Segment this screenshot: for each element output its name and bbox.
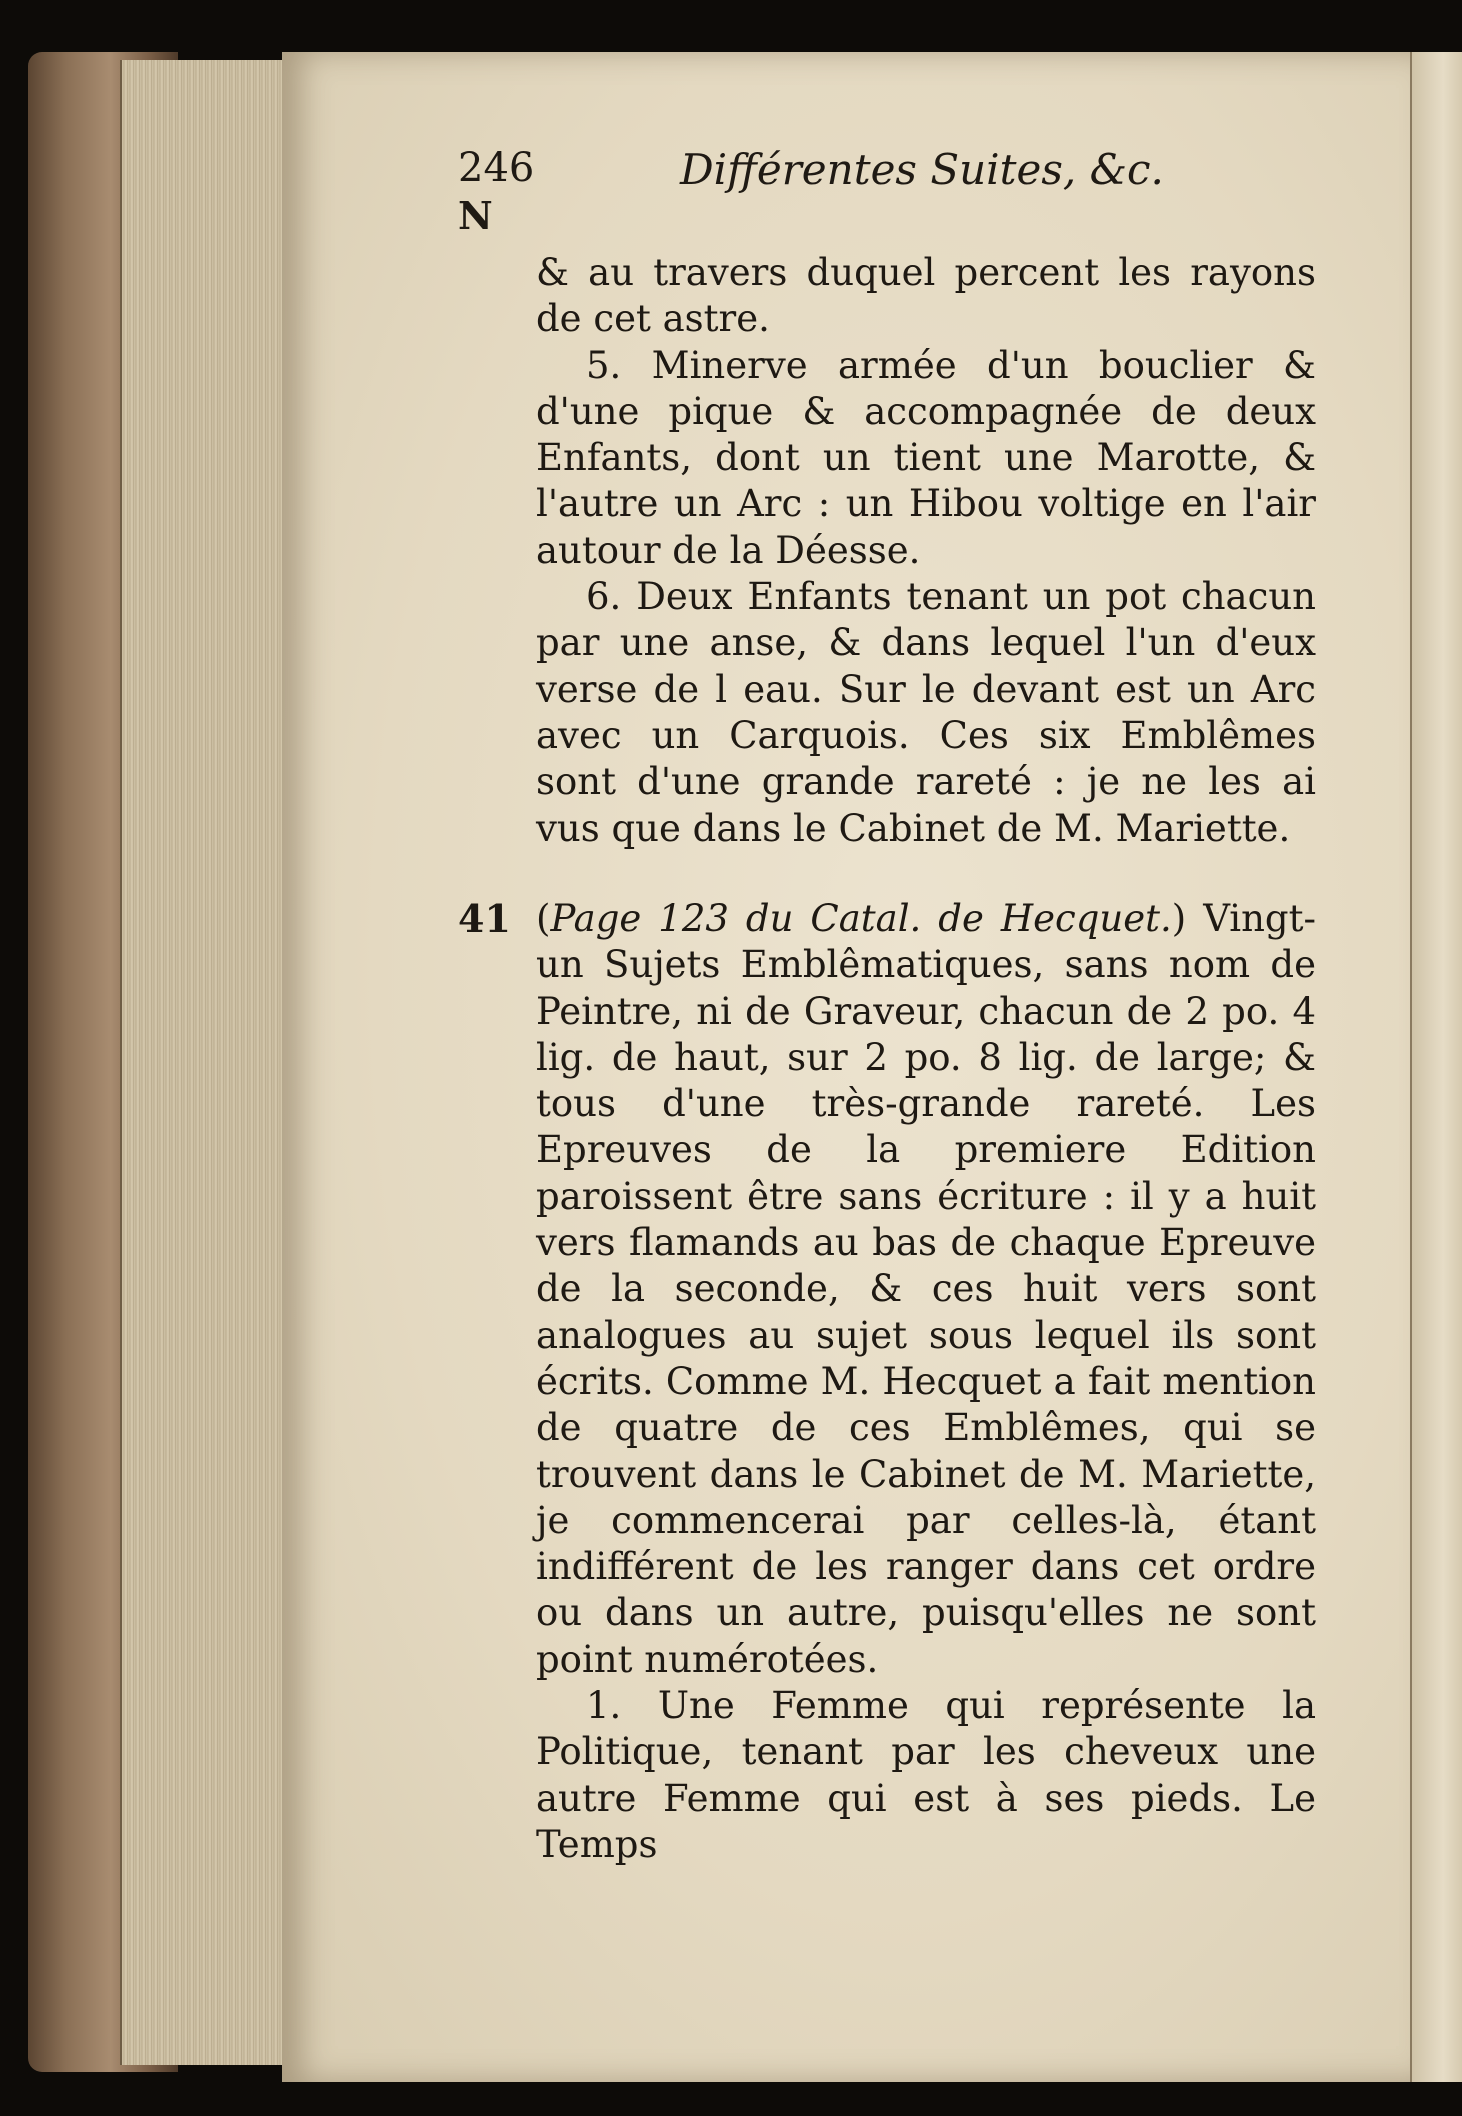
ref-open: ( — [536, 897, 551, 940]
page-number: 246 — [458, 145, 535, 191]
facing-page-edge — [1410, 52, 1462, 2082]
running-title: Différentes Suites, &c. — [680, 145, 1164, 194]
paragraph-item-6: 6. Deux Enfants tenant un pot chacun par une anse, & dans lequel l'un d'eux verse de l eau. Sur le devant est un Arc avec un Carquois. Ces six Emblêmes sont d'une grande rareté : je ne les ai vus que dans le Cabinet de M. Mariette. — [536, 575, 1316, 850]
entry-number: 41 — [458, 896, 511, 941]
catalog-reference: Page 123 du Catal. de Hecquet. — [550, 897, 1172, 940]
paragraph-item-1: 1. Une Femme qui représente la Politique, tenant par les cheveux une autre Femme qui est à ses pieds. Le Temps — [536, 1684, 1316, 1866]
entry-body: Vingt-un Sujets Emblêmatiques, sans nom de Peintre, ni de Graveur, chacun de 2 po. 4 lig. de haut, sur 2 po. 8 lig. de large; & tous d'une très-grande rareté. Les Epreuves de la premiere Edition paroissent être sans écriture : il y a huit vers flamands au bas de chaque Epreuve de la seconde, & ces huit vers sont analogues au sujet sous lequel ils sont écrits. Comme M. Hecquet a fait mention de quatre de ces Emblêmes, qui se trouvent dans le Cabinet de M. Mariette, je commencerai par celles-là, étant indifférent de les ranger dans cet ordre ou dans un autre, puisqu'elles ne sont point numérotées. — [536, 897, 1316, 1681]
page-header — [458, 145, 1318, 238]
text-block-2 — [536, 896, 1316, 1868]
page-edges — [120, 60, 302, 2065]
ref-close: ) — [1171, 897, 1187, 940]
paragraph-item-5: 5. Minerve armée d'un bouclier & d'une pique & accompagnée de deux Enfants, dont un tient une Marotte, & l'autre un Arc : un Hibou voltige en l'air autour de la Déesse. — [536, 343, 1316, 572]
paragraph-entry-41 — [536, 896, 1316, 1683]
signature-mark: N — [458, 193, 493, 238]
paragraph-continuation: & au travers duquel percent les rayons de cet astre. — [536, 251, 1316, 341]
text-block-1 — [536, 250, 1316, 852]
